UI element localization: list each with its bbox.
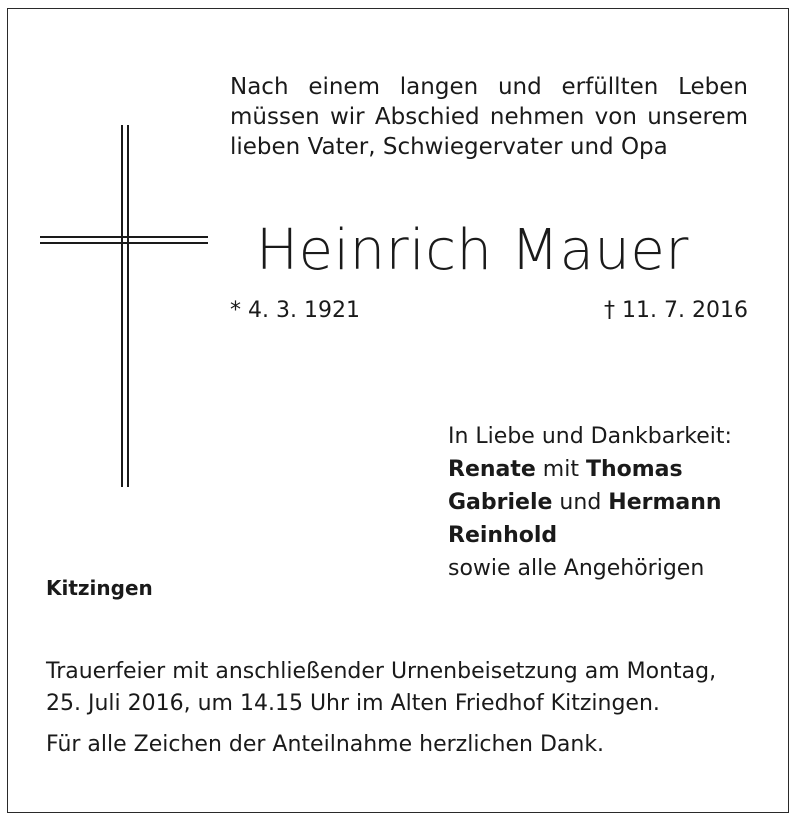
mourner-name: Reinhold <box>448 523 558 548</box>
ceremony-line-2: 25. Juli 2016, um 14.15 Uhr im Alten Friedhof Kitzingen. <box>46 691 660 716</box>
mourner-conjunction: mit <box>535 457 586 482</box>
mourners-closing: sowie alle Angehörigen <box>448 556 705 581</box>
intro-line-3: lieben Vater, Schwiegervater und Opa <box>230 134 668 160</box>
thanks-note: Für alle Zeichen der Anteilnahme herzlichen Dank. <box>46 732 605 757</box>
intro-line-1: Nach einem langen und erfüllten Leben <box>230 74 748 100</box>
mourners-block <box>448 420 732 585</box>
mourner-conjunction: und <box>552 490 609 515</box>
intro-text <box>230 72 748 162</box>
ceremony-line-1: Trauerfeier mit anschließender Urnenbeisetzung am Montag, <box>46 659 717 684</box>
mourners-row-1 <box>448 453 732 486</box>
death-date: † 11. 7. 2016 <box>604 298 748 323</box>
christian-cross-icon <box>38 125 210 487</box>
ceremony-notice <box>46 656 758 720</box>
deceased-name: Heinrich Mauer <box>256 218 689 283</box>
mourner-name: Thomas <box>585 457 683 482</box>
mourners-row-3 <box>448 519 732 552</box>
intro-line-2: müssen wir Abschied nehmen von unserem <box>230 104 748 130</box>
mourners-heading: In Liebe und Dankbarkeit: <box>448 424 732 449</box>
mourner-name: Gabriele <box>448 490 553 515</box>
mourner-name: Hermann <box>608 490 722 515</box>
mourner-name: Renate <box>448 457 536 482</box>
mourners-row-2 <box>448 486 732 519</box>
place-name: Kitzingen <box>46 576 153 600</box>
birth-date: * 4. 3. 1921 <box>230 298 360 323</box>
